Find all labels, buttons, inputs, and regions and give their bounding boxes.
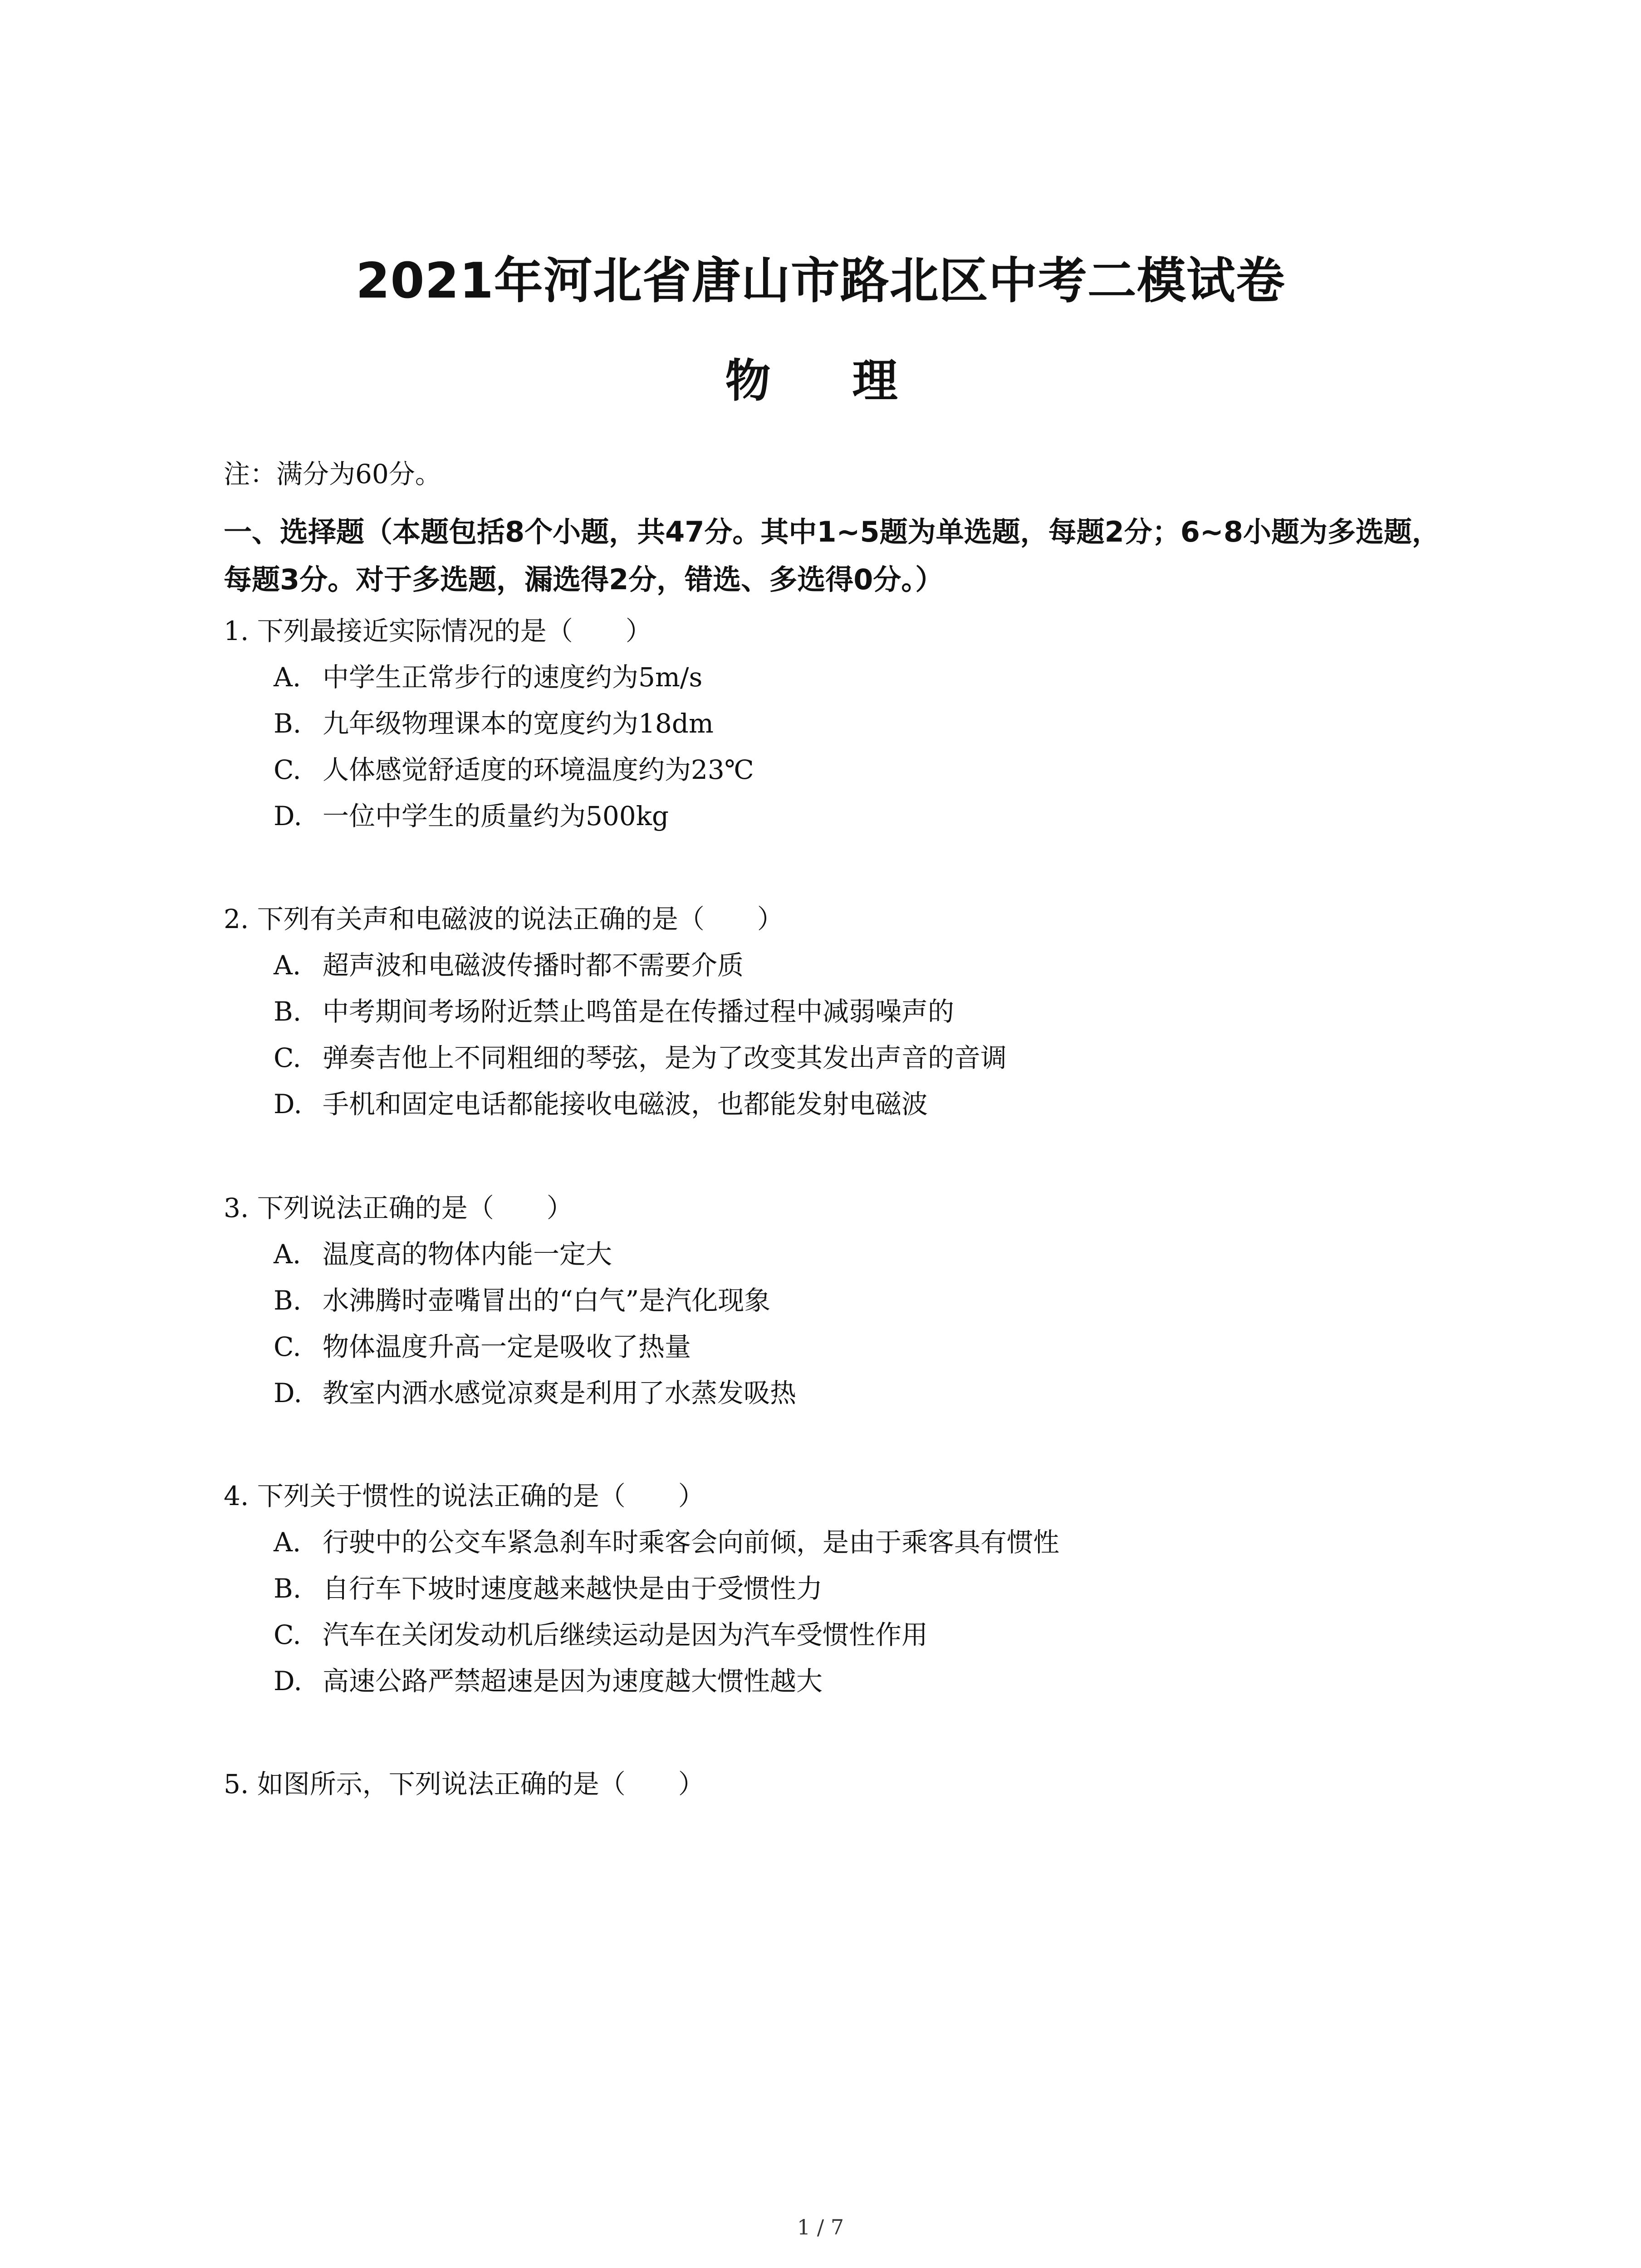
option-letter: A.	[274, 1527, 301, 1558]
option-text: 九年级物理课本的宽度约为18dm	[323, 708, 714, 739]
option-letter: A.	[274, 1239, 301, 1270]
option-b	[224, 1277, 1449, 1324]
option-c	[224, 1324, 1449, 1370]
option-letter: D.	[274, 801, 302, 831]
option-text: 弹奏吉他上不同粗细的琴弦，是为了改变其发出声音的音调	[323, 1042, 1007, 1073]
option-b	[224, 700, 1449, 747]
option-c	[224, 747, 1449, 793]
option-letter: C.	[274, 1042, 301, 1073]
option-a	[224, 1231, 1449, 1277]
question-stem: 3. 下列说法正确的是（ ）	[224, 1193, 573, 1223]
option-text: 自行车下坡时速度越来越快是由于受惯性力	[323, 1573, 823, 1604]
option-a	[224, 942, 1449, 988]
option-a	[224, 654, 1449, 700]
score-note: 注：满分为60分。	[224, 459, 441, 489]
exam-title: 2021年河北省唐山市路北区中考二模试卷	[356, 253, 1285, 309]
subject-heading: 物 理	[725, 354, 916, 407]
question-5	[224, 1761, 1449, 1807]
option-text: 超声波和电磁波传播时都不需要介质	[323, 950, 744, 981]
question-stem: 1. 下列最接近实际情况的是（ ）	[224, 616, 652, 646]
option-d	[224, 1658, 1449, 1704]
option-c	[224, 1035, 1449, 1081]
option-letter: C.	[274, 1331, 301, 1362]
question-stem: 4. 下列关于惯性的说法正确的是（ ）	[224, 1481, 705, 1511]
question-1	[224, 608, 1449, 839]
option-letter: B.	[274, 996, 302, 1027]
option-text: 教室内洒水感觉凉爽是利用了水蒸发吸热	[323, 1378, 797, 1408]
option-text: 一位中学生的质量约为500kg	[323, 801, 669, 831]
option-text: 汽车在关闭发动机后继续运动是因为汽车受惯性作用	[323, 1619, 928, 1650]
option-letter: A.	[274, 950, 301, 981]
option-text: 高速公路严禁超速是因为速度越大惯性越大	[323, 1666, 823, 1696]
question-stem: 5. 如图所示，下列说法正确的是（ ）	[224, 1769, 705, 1799]
option-letter: B.	[274, 1573, 302, 1604]
option-a	[224, 1519, 1449, 1565]
option-letter: D.	[274, 1378, 302, 1408]
option-b	[224, 1565, 1449, 1612]
option-text: 中学生正常步行的速度约为5m/s	[323, 662, 703, 693]
option-text: 中考期间考场附近禁止鸣笛是在传播过程中减弱噪声的	[323, 996, 955, 1027]
option-letter: C.	[274, 1619, 301, 1650]
question-4	[224, 1473, 1449, 1704]
option-letter: B.	[274, 1285, 302, 1316]
option-text: 温度高的物体内能一定大	[323, 1239, 612, 1270]
option-d	[224, 1370, 1449, 1416]
option-d	[224, 793, 1449, 839]
option-text: 行驶中的公交车紧急刹车时乘客会向前倾，是由于乘客具有惯性	[323, 1527, 1060, 1558]
option-b	[224, 988, 1449, 1035]
option-letter: B.	[274, 708, 302, 739]
option-text: 手机和固定电话都能接收电磁波，也都能发射电磁波	[323, 1089, 928, 1119]
page-number: 1 / 7	[797, 2215, 844, 2239]
option-d	[224, 1081, 1449, 1127]
question-3	[224, 1185, 1449, 1416]
option-letter: A.	[274, 662, 301, 693]
option-text: 人体感觉舒适度的环境温度约为23℃	[323, 754, 754, 785]
option-letter: C.	[274, 754, 301, 785]
option-letter: D.	[274, 1089, 302, 1119]
option-text: 水沸腾时壶嘴冒出的“白气”是汽化现象	[323, 1285, 771, 1316]
question-2	[224, 896, 1449, 1127]
section-heading: 一、选择题（本题包括8个小题，共47分。其中1~5题为单选题，每题2分；6~8小题为多选题，每题3分。对于多选题，漏选得2分，错选、多选得0分。）	[224, 515, 1440, 596]
option-text: 物体温度升高一定是吸收了热量	[323, 1331, 691, 1362]
option-letter: D.	[274, 1666, 302, 1696]
option-c	[224, 1612, 1449, 1658]
question-stem: 2. 下列有关声和电磁波的说法正确的是（ ）	[224, 904, 784, 934]
